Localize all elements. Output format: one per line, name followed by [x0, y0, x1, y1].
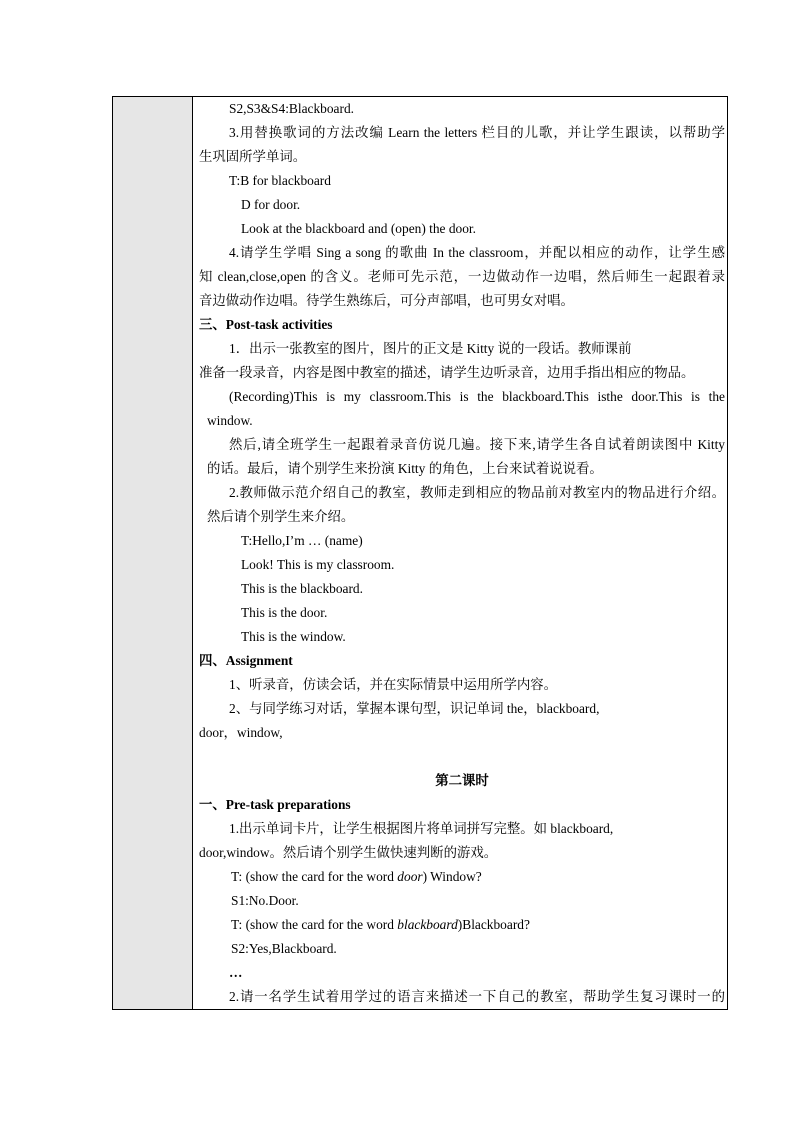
text-line: 生巩固所学单词。: [199, 149, 307, 164]
dialogue-line: S1:No.Door.: [231, 893, 299, 908]
dialogue-text: ) Window?: [422, 869, 482, 884]
text-line: Look at the blackboard and (open) the door.: [241, 221, 477, 236]
text-line: D for door.: [241, 197, 301, 212]
italic-word: door: [397, 869, 423, 884]
lesson-title: 第二课时: [435, 773, 489, 788]
text-line: 3.用替换歌词的方法改编 Learn the letters 栏目的儿歌，并让学生跟读，以帮助学: [229, 125, 725, 140]
lesson-plan-table: [112, 96, 728, 1010]
text-line: door，window,: [199, 725, 283, 740]
dialogue-text: T: (show the card for the word: [231, 917, 398, 932]
dialogue-line: This is the window.: [241, 629, 346, 644]
section-heading: 三、Post-task activities: [199, 317, 333, 332]
text-line: 的话。最后，请个别学生来扮演 Kitty 的角色，上台来试着说说看。: [207, 461, 603, 476]
dialogue-line: This is the door.: [241, 605, 328, 620]
text-line: 2.教师做示范介绍自己的教室，教师走到相应的物品前对教室内的物品进行介绍。: [229, 485, 725, 500]
dialogue-line: [199, 865, 725, 889]
dialogue-line: S2:Yes,Blackboard.: [231, 941, 337, 956]
section-heading: 一、Pre-task preparations: [199, 797, 351, 812]
text-line: 1、听录音，仿读会话，并在实际情景中运用所学内容。: [229, 677, 558, 692]
dialogue-text: )Blackboard?: [457, 917, 530, 932]
text-line: 然后,请全班学生一起跟着录音仿说几遍。接下来,请学生各自试着朗读图中 Kitty: [229, 437, 725, 452]
italic-word: blackboard: [397, 917, 458, 932]
text-line: 1．出示一张教室的图片，图片的正文是 Kitty 说的一段话。教师课前: [229, 341, 632, 356]
blank-line: [199, 745, 725, 769]
text-line: 音边做动作边唱。待学生熟练后，可分声部唱，也可男女对唱。: [199, 293, 574, 308]
text-line: 1.出示单词卡片，让学生根据图片将单词拼写完整。如 blackboard,: [229, 821, 614, 836]
dialogue-text: T: (show the card for the word: [231, 869, 398, 884]
text-line: window.: [207, 413, 253, 428]
text-line: T:B for blackboard: [229, 173, 331, 188]
section-heading: 四、Assignment: [199, 653, 293, 668]
text-line: 准备一段录音，内容是图中教室的描述，请学生边听录音，边用手指出相应的物品。: [199, 365, 695, 380]
dialogue-line: T:Hello,I’m … (name): [241, 533, 363, 548]
table-content-cell: [199, 97, 725, 1009]
text-line: door,window。然后请个别学生做快速判断的游戏。: [199, 845, 498, 860]
ellipsis-line: …: [229, 965, 243, 980]
table-label-column: [113, 97, 193, 1009]
text-line: 知 clean,close,open 的含义。老师可先示范，一边做动作一边唱，然后师生一起跟着录: [199, 269, 725, 284]
dialogue-line: This is the blackboard.: [241, 581, 363, 596]
text-line: 然后请个别学生来介绍。: [207, 509, 355, 524]
text-line: 2.请一名学生试着用学过的语言来描述一下自己的教室，帮助学生复习课时一的: [229, 989, 725, 1004]
dialogue-line: [199, 913, 725, 937]
text-line: (Recording)This is my classroom.This is the blackboard.This isthe door.This is the: [229, 389, 725, 404]
text-line: S2,S3&S4:Blackboard.: [229, 101, 354, 116]
text-line: 4.请学生学唱 Sing a song 的歌曲 In the classroom，并配以相应的动作，让学生感: [229, 245, 725, 260]
dialogue-line: Look! This is my classroom.: [241, 557, 395, 572]
text-line: 2、与同学练习对话，掌握本课句型，识记单词 the，blackboard,: [229, 701, 600, 716]
